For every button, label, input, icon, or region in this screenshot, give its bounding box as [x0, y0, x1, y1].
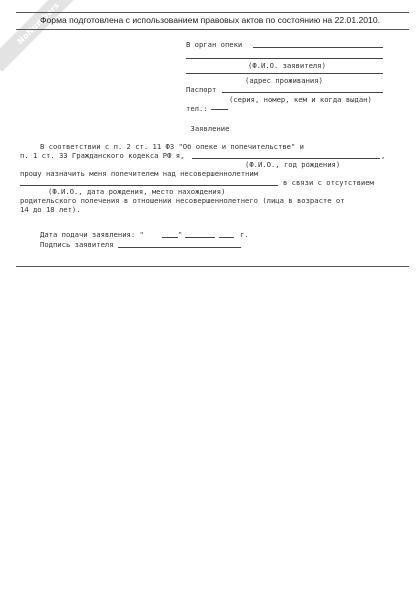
to-label: В орган опеки — [186, 40, 243, 49]
guardianship-body-field[interactable] — [253, 47, 383, 48]
header-top-rule — [16, 12, 409, 13]
date-quote-close: " — [178, 230, 183, 239]
caption-fio-birth: (Ф.И.О., год рождения) — [245, 160, 341, 169]
date-suffix: г. — [240, 230, 249, 239]
header-bottom-rule — [16, 29, 409, 30]
applicant-name-caption: (Ф.И.О. заявителя) — [248, 61, 326, 70]
caption-minor: (Ф.И.О., дата рождения, место нахождения) — [48, 187, 226, 196]
address-field[interactable] — [186, 73, 383, 74]
header-note: Форма подготовлена с использованием правовых актов по состоянию на 22.01.2010. — [39, 15, 380, 25]
passport-field[interactable] — [222, 92, 383, 93]
body-line-5: родительского попечения в отношении несовершеннолетнего (лица в возрасте от — [20, 196, 345, 205]
document-title: Заявление — [190, 124, 230, 133]
body-line-1: В соответствии с п. 2 ст. 11 ФЗ "Об опеке и попечительстве" и — [40, 142, 304, 151]
passport-caption: (серия, номер, кем и когда выдан) — [229, 95, 372, 104]
date-year-field[interactable] — [219, 237, 234, 238]
phone-label: тел.: — [186, 104, 208, 113]
phone-field[interactable] — [211, 109, 228, 110]
footer-rule — [16, 266, 409, 267]
body-line-2-comma: , — [381, 151, 386, 160]
minor-name-field[interactable] — [20, 185, 278, 186]
body-line-6: 14 до 18 лет). — [20, 205, 81, 214]
header-note-bar — [0, 12, 420, 30]
passport-label: Паспорт — [186, 85, 217, 94]
address-caption: (адрес проживания) — [245, 76, 323, 85]
applicant-name-field[interactable] — [186, 58, 383, 59]
date-month-field[interactable] — [185, 237, 215, 238]
body-line-4-suffix: в связи с отсутствием — [283, 178, 374, 187]
date-day-field[interactable] — [162, 237, 178, 238]
signature-label: Подпись заявителя — [40, 240, 114, 249]
date-label: Дата подачи заявления: " — [40, 230, 144, 239]
signature-field[interactable] — [118, 247, 241, 248]
guardian-name-field[interactable] — [192, 158, 380, 159]
body-line-3: прошу назначить меня попечителем над несовершеннолетним — [20, 169, 258, 178]
watermark-text: NoNumbers — [15, 0, 61, 46]
watermark-ribbon — [0, 0, 87, 72]
body-line-2: п. 1 ст. 33 Гражданского кодекса РФ я, — [20, 151, 185, 160]
